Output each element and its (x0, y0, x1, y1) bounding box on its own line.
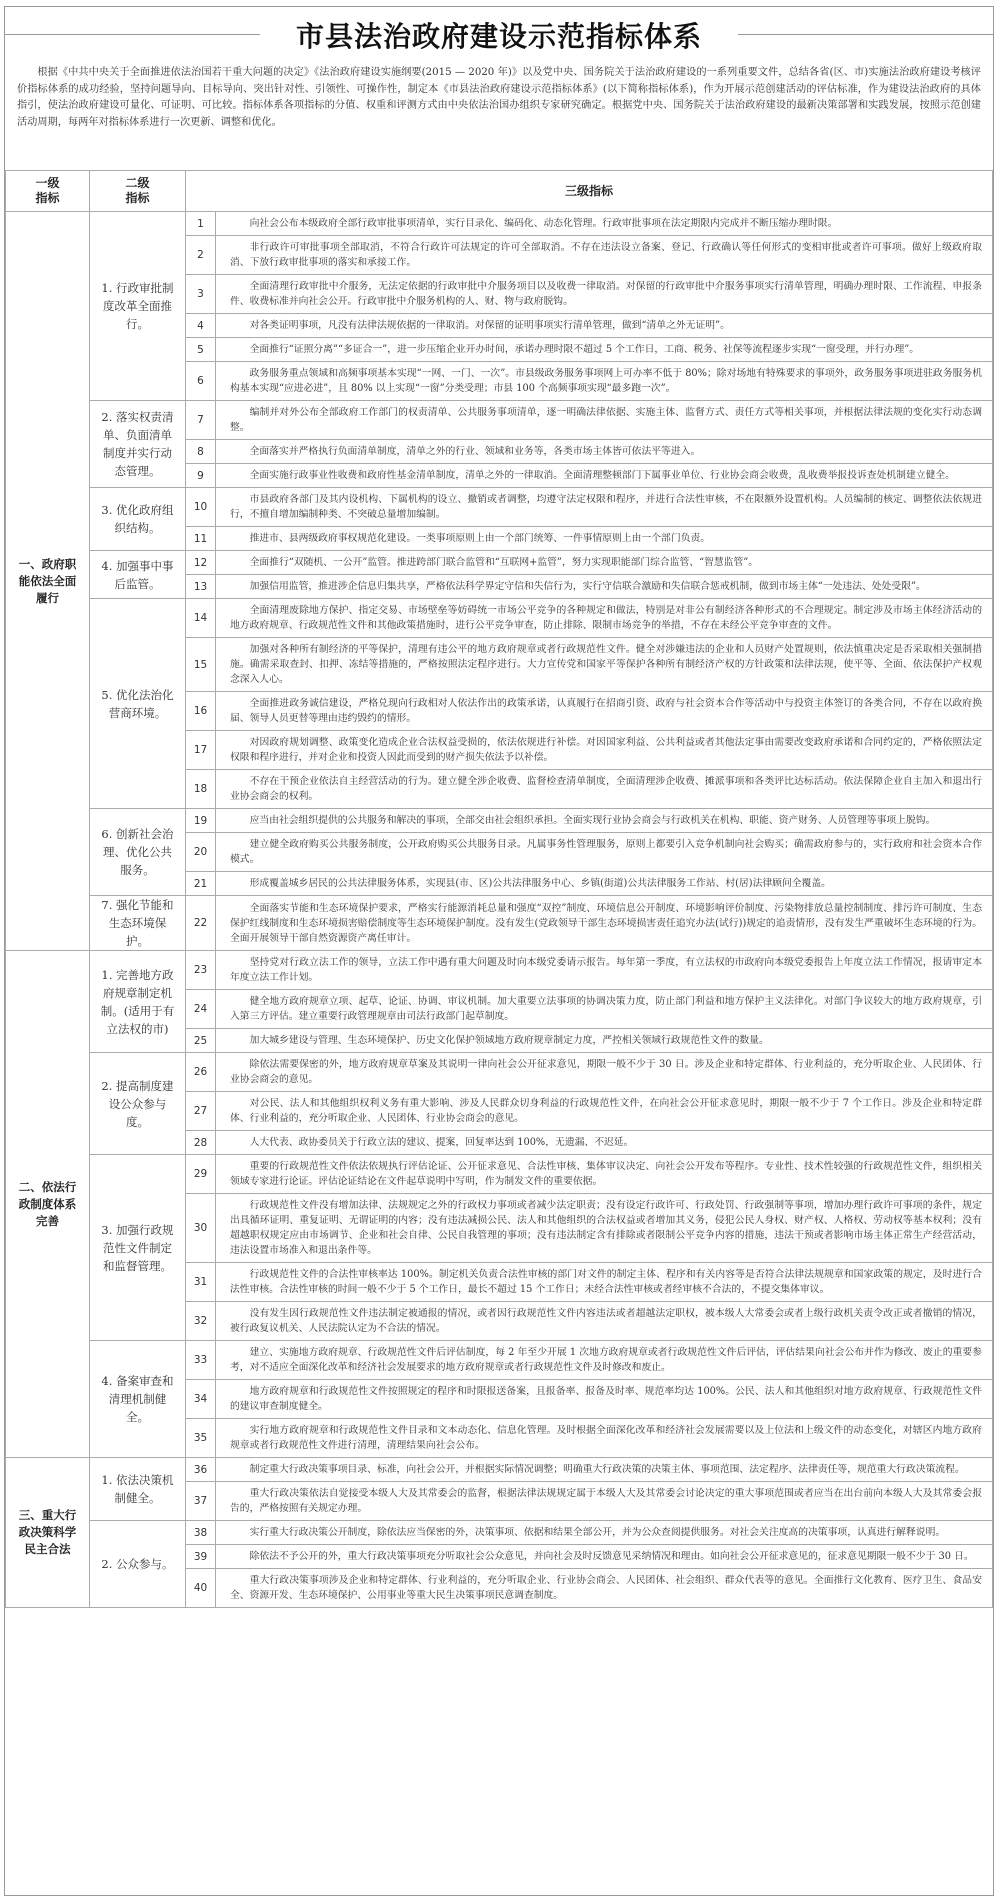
item-number: 21 (186, 872, 216, 896)
item-number: 1 (186, 212, 216, 236)
indicator-table-wrap (5, 170, 993, 1896)
level3-indicator-text: 对公民、法人和其他组织权利义务有重大影响、涉及人民群众切身利益的行政规范性文件，在向社会公开征求意见时，期限一般不少于 7 个工作日。涉及企业和特定群体、行业利益的，充分听取企业、人民团体、行业协会商会的意见。 (216, 1092, 993, 1131)
item-number: 23 (186, 951, 216, 990)
item-number: 29 (186, 1155, 216, 1194)
table-row (6, 809, 993, 833)
level3-indicator-text: 坚持党对行政立法工作的领导，立法工作中遇有重大问题及时向本级党委请示报告。每年第一季度，有立法权的市政府向本级党委报告上年度立法工作情况，报请审定本年度立法工作计划。 (216, 951, 993, 990)
table-row (6, 212, 993, 236)
level3-indicator-text: 建立、实施地方政府规章、行政规范性文件后评估制度，每 2 年至少开展 1 次地方政府规章或者行政规范性文件后评估，评估结果向社会公布并作为修改、废止的重要参考，对不适应全面深化改革和经济社会发展要求的地方政府规章或者行政规范性文件及时修改和废止。 (216, 1341, 993, 1380)
header-level1: 一级 指标 (6, 171, 90, 212)
level2-indicator: 4. 备案审查和清理机制健全。 (90, 1341, 186, 1458)
level3-indicator-text: 形成覆盖城乡居民的公共法律服务体系，实现县(市、区)公共法律服务中心、乡镇(街道)公共法律服务工作站、村(居)法律顾问全覆盖。 (216, 872, 993, 896)
level2-indicator: 2. 公众参与。 (90, 1521, 186, 1608)
level3-indicator-text: 地方政府规章和行政规范性文件按照规定的程序和时限报送备案，且报备率、报备及时率、规范率均达 100%。公民、法人和其他组织对地方政府规章、行政规范性文件的建议审查制度健全。 (216, 1380, 993, 1419)
level2-indicator: 4. 加强事中事后监管。 (90, 551, 186, 599)
level3-indicator-text: 对各类证明事项，凡没有法律法规依据的一律取消。对保留的证明事项实行清单管理，做到“清单之外无证明”。 (216, 314, 993, 338)
item-number: 34 (186, 1380, 216, 1419)
item-number: 39 (186, 1545, 216, 1569)
item-number: 13 (186, 575, 216, 599)
level3-indicator-text: 制定重大行政决策事项目录、标准，向社会公开，并根据实际情况调整；明确重大行政决策的决策主体、事项范围、法定程序、法律责任等，规范重大行政决策流程。 (216, 1458, 993, 1482)
item-number: 35 (186, 1419, 216, 1458)
level2-indicator: 1. 依法决策机制健全。 (90, 1458, 186, 1521)
item-number: 5 (186, 338, 216, 362)
level3-indicator-text: 市县政府各部门及其内设机构、下属机构的设立、撤销或者调整，均遵守法定权限和程序，并进行合法性审核，不在限额外设置机构。人员编制的核定、调整依法依规进行，不擅自增加编制种类、不突破总量增加编制。 (216, 488, 993, 527)
table-row (6, 488, 993, 527)
item-number: 18 (186, 770, 216, 809)
level3-indicator-text: 全面清理行政审批中介服务，无法定依据的行政审批中介服务项目以及收费一律取消。对保留的行政审批中介服务事项实行清单管理，明确办理时限、工作流程、申报条件、收费标准并向社会公开。行政审批中介服务机构的人、财、物与政府脱钩。 (216, 275, 993, 314)
level3-indicator-text: 行政规范性文件的合法性审核率达 100%。制定机关负责合法性审核的部门对文件的制定主体、程序和有关内容等是否符合法律法规规章和国家政策的规定，及时进行合法性审核。合法性审核的时间一般不少于 5 个工作日，最长不超过 15 个工作日；未经合法性审核或者经审核不合法的，不提交集体审议。 (216, 1263, 993, 1302)
level3-indicator-text: 推进市、县两级政府事权规范化建设。一类事项原则上由一个部门统筹、一件事情原则上由一个部门负责。 (216, 527, 993, 551)
table-row (6, 1458, 993, 1482)
title-bar (5, 7, 993, 61)
level3-indicator-text: 除依法需要保密的外，地方政府规章草案及其说明一律向社会公开征求意见，期限一般不少于 30 日。涉及企业和特定群体、行业利益的，充分听取企业、人民团体、行业协会商会的意见。 (216, 1053, 993, 1092)
level2-indicator: 3. 优化政府组织结构。 (90, 488, 186, 551)
item-number: 22 (186, 896, 216, 951)
table-row (6, 1155, 993, 1194)
level3-indicator-text: 没有发生因行政规范性文件违法制定被通报的情况，或者因行政规范性文件内容违法或者超越法定职权，被本级人大常委会或者上级行政机关责令改正或者撤销的情况，被行政复议机关、人民法院认定为不合法的情况。 (216, 1302, 993, 1341)
table-header-row (6, 171, 993, 212)
level3-indicator-text: 人大代表、政协委员关于行政立法的建议、提案，回复率达到 100%，无遗漏、不迟延。 (216, 1131, 993, 1155)
item-number: 14 (186, 599, 216, 638)
level3-indicator-text: 全面推行“双随机、一公开”监管。推进跨部门联合监管和“互联网+监管”，努力实现职能部门综合监管、“智慧监管”。 (216, 551, 993, 575)
item-number: 16 (186, 692, 216, 731)
level3-indicator-text: 重大行政决策依法自觉接受本级人大及其常委会的监督，根据法律法规规定属于本级人大及其常委会讨论决定的重大事项范围或者应当在出台前向本级人大及其常委会报告的，严格按照有关规定办理。 (216, 1482, 993, 1521)
level3-indicator-text: 健全地方政府规章立项、起草、论证、协调、审议机制。加大重要立法事项的协调决策力度，防止部门利益和地方保护主义法律化。对部门争议较大的地方政府规章，引入第三方评估。建立重要行政管理规章由司法行政部门起草制度。 (216, 990, 993, 1029)
level3-indicator-text: 建立健全政府购买公共服务制度，公开政府购买公共服务目录。凡属事务性管理服务，原则上都要引入竞争机制向社会购买；确需政府参与的，实行政府和社会资本合作模式。 (216, 833, 993, 872)
table-row (6, 551, 993, 575)
level1-indicator: 三、重大行政决策科学民主合法 (6, 1458, 90, 1608)
item-number: 7 (186, 401, 216, 440)
item-number: 26 (186, 1053, 216, 1092)
item-number: 33 (186, 1341, 216, 1380)
level3-indicator-text: 实行地方政府规章和行政规范性文件目录和文本动态化、信息化管理。及时根据全面深化改革和经济社会发展需要以及上位法和上级文件的动态变化，对辖区内地方政府规章或者行政规范性文件进行清理，清理结果向社会公布。 (216, 1419, 993, 1458)
level3-indicator-text: 不存在干预企业依法自主经营活动的行为。建立健全涉企收费、监督检查清单制度，全面清理涉企收费、摊派事项和各类评比达标活动。依法保障企业自主加入和退出行业协会商会的权利。 (216, 770, 993, 809)
header-level2: 二级 指标 (90, 171, 186, 212)
item-number: 40 (186, 1569, 216, 1608)
page-title: 市县法治政府建设示范指标体系 (295, 20, 702, 53)
level2-indicator: 1. 行政审批制度改革全面推行。 (90, 212, 186, 401)
table-row (6, 599, 993, 638)
item-number: 32 (186, 1302, 216, 1341)
item-number: 6 (186, 362, 216, 401)
level3-indicator-text: 全面落实并严格执行负面清单制度，清单之外的行业、领域和业务等，各类市场主体皆可依法平等进入。 (216, 440, 993, 464)
item-number: 38 (186, 1521, 216, 1545)
header-level3: 三级指标 (186, 171, 993, 212)
item-number: 27 (186, 1092, 216, 1131)
item-number: 28 (186, 1131, 216, 1155)
level3-indicator-text: 重大行政决策事项涉及企业和特定群体、行业利益的，充分听取企业、行业协会商会、人民团体、社会组织、群众代表等的意见。全面推行文化教育、医疗卫生、食品安全、资源开发、生态环境保护、公用事业等重大民生决策事项民意调查制度。 (216, 1569, 993, 1608)
item-number: 24 (186, 990, 216, 1029)
level1-indicator: 二、依法行政制度体系完善 (6, 951, 90, 1458)
item-number: 25 (186, 1029, 216, 1053)
table-body (6, 212, 993, 1608)
document-page (4, 6, 994, 1896)
item-number: 19 (186, 809, 216, 833)
level3-indicator-text: 编制并对外公布全部政府工作部门的权责清单、公共服务事项清单，逐一明确法律依据、实施主体、监督方式、责任方式等相关事项，并根据法律法规的变化实行动态调整。 (216, 401, 993, 440)
table-row (6, 951, 993, 990)
level3-indicator-text: 实行重大行政决策公开制度，除依法应当保密的外，决策事项、依据和结果全部公开，并为公众查阅提供服务。对社会关注度高的决策事项，认真进行解释说明。 (216, 1521, 993, 1545)
item-number: 31 (186, 1263, 216, 1302)
level2-indicator: 1. 完善地方政府规章制定机制。(适用于有立法权的市) (90, 951, 186, 1053)
intro-paragraph: 根据《中共中央关于全面推进依法治国若干重大问题的决定》《法治政府建设实施纲要(2015 — 2020 年)》以及党中央、国务院关于法治政府建设的一系列重要文件，总结各省(区、市)实施法治政府建设考核评价指标体系的成功经验，坚持问题导向、目标导向、突出针对性、引领性、可操作性，制定本《市县法治政府建设示范指标体系》(以下简称指标体系)，作为开展示范创建活动的评估标准，作为建设法治政府的具体指引，使法治政府建设可量化、可证明、可比较。指标体系各项指标的分值、权重和评测方式由中央依法治国办组织专家研究确定。根据党中央、国务院关于法治政府建设的最新决策部署和实践发展，按照示范创建活动周期，每两年对指标体系进行一次更新、调整和优化。 (17, 67, 981, 128)
level3-indicator-text: 除依法不予公开的外，重大行政决策事项充分听取社会公众意见，并向社会及时反馈意见采纳情况和理由。如向社会公开征求意见的，征求意见期限一般不少于 30 日。 (216, 1545, 993, 1569)
item-number: 37 (186, 1482, 216, 1521)
item-number: 4 (186, 314, 216, 338)
level3-indicator-text: 全面推行“证照分离”“多证合一”，进一步压缩企业开办时间，承诺办理时限不超过 5 个工作日，工商、税务、社保等流程逐步实现“一窗受理，并行办理”。 (216, 338, 993, 362)
item-number: 2 (186, 236, 216, 275)
item-number: 17 (186, 731, 216, 770)
table-row (6, 401, 993, 440)
level3-indicator-text: 对因政府规划调整、政策变化造成企业合法权益受损的，依法依规进行补偿。对因国家利益、公共利益或者其他法定事由需要改变政府承诺和合同约定的，严格依照法定权限和程序进行，并对企业和投资人因此而受到的财产损失依法予以补偿。 (216, 731, 993, 770)
indicator-table (5, 170, 993, 1608)
level3-indicator-text: 行政规范性文件没有增加法律、法规规定之外的行政权力事项或者减少法定职责；没有设定行政许可、行政处罚、行政强制等事项，增加办理行政许可事项的条件，规定出具循环证明、重复证明、无谓证明的内容；没有违法减损公民、法人和其他组织的合法权益或者增加其义务，侵犯公民人身权、财产权、人格权、劳动权等基本权利；没有超越职权规定应由市场调节、企业和社会自律、公民自我管理的事项；没有违法制定含有排除或者限制公平竞争内容的措施，违法干预或者影响市场主体正常生产经营活动，违法设置市场准入和退出条件等。 (216, 1194, 993, 1263)
level2-indicator: 2. 提高制度建设公众参与度。 (90, 1053, 186, 1155)
level2-indicator: 7. 强化节能和生态环境保护。 (90, 896, 186, 951)
level3-indicator-text: 全面实施行政事业性收费和政府性基金清单制度，清单之外的一律取消。全面清理整顿部门下属事业单位、行业协会商会收费，乱收费举报投诉查处机制建立健全。 (216, 464, 993, 488)
item-number: 36 (186, 1458, 216, 1482)
level3-indicator-text: 应当由社会组织提供的公共服务和解决的事项，全部交由社会组织承担。全面实现行业协会商会与行政机关在机构、职能、资产财务、人员管理等事项上脱钩。 (216, 809, 993, 833)
level3-indicator-text: 加大城乡建设与管理、生态环境保护、历史文化保护领域地方政府规章制定力度，严控相关领域行政规范性文件的数量。 (216, 1029, 993, 1053)
level2-indicator: 3. 加强行政规范性文件制定和监督管理。 (90, 1155, 186, 1341)
item-number: 12 (186, 551, 216, 575)
title-rule-right (738, 34, 993, 35)
table-row (6, 1341, 993, 1380)
level2-indicator: 6. 创新社会治理、优化公共服务。 (90, 809, 186, 896)
level3-indicator-text: 全面落实节能和生态环境保护要求，严格实行能源消耗总量和强度“双控”制度、环境信息公开制度、环境影响评价制度、污染物排放总量控制制度、排污许可制度、生态保护红线制度和生态环境损害赔偿制度等生态环境保护制度。没有发生(党政领导干部生态环境损害责任追究办法(试行))规定的追责情形，没有发生严重破坏生态环境的行为。全面开展领导干部自然资源资产离任审计。 (216, 896, 993, 951)
level3-indicator-text: 政务服务重点领域和高频事项基本实现“一网、一门、一次”。市县级政务服务事项网上可办率不低于 80%；除对场地有特殊要求的事项外，政务服务事项进驻政务服务机构基本实现“应进必进”，且 80% 以上实现“一窗”分类受理；市县 100 个高频事项实现“最多跑一次”。 (216, 362, 993, 401)
item-number: 30 (186, 1194, 216, 1263)
level3-indicator-text: 向社会公布本级政府全部行政审批事项清单，实行目录化、编码化、动态化管理。行政审批事项在法定期限内完成并不断压缩办理时限。 (216, 212, 993, 236)
table-row (6, 896, 993, 951)
level3-indicator-text: 全面推进政务诚信建设，严格兑现向行政相对人依法作出的政策承诺，认真履行在招商引资、政府与社会资本合作等活动中与投资主体签订的各类合同，不存在以政府换届、领导人员更替等理由违约毁约的情形。 (216, 692, 993, 731)
table-row (6, 1521, 993, 1545)
level2-indicator: 2. 落实权责清单、负面清单制度并实行动态管理。 (90, 401, 186, 488)
level1-indicator: 一、政府职能依法全面履行 (6, 212, 90, 951)
table-row (6, 1053, 993, 1092)
level3-indicator-text: 重要的行政规范性文件依法依规执行评估论证、公开征求意见、合法性审核、集体审议决定、向社会公开发布等程序。专业性、技术性较强的行政规范性文件，组织相关领域专家进行论证。评估论证结论在文件起草说明中写明，作为制发文件的重要依据。 (216, 1155, 993, 1194)
level2-indicator: 5. 优化法治化营商环境。 (90, 599, 186, 809)
level3-indicator-text: 加强信用监管，推进涉企信息归集共享，严格依法科学界定守信和失信行为，实行守信联合激励和失信联合惩戒机制，做到市场主体“一处违法、处处受限”。 (216, 575, 993, 599)
item-number: 20 (186, 833, 216, 872)
item-number: 15 (186, 638, 216, 692)
item-number: 8 (186, 440, 216, 464)
item-number: 11 (186, 527, 216, 551)
level3-indicator-text: 全面清理废除地方保护、指定交易、市场壁垒等妨碍统一市场公平竞争的各种规定和做法，特别是对非公有制经济各种形式的不合理规定。制定涉及市场主体经济活动的地方政府规章、行政规范性文件和其他政策措施时，进行公平竞争审查，防止排除、限制市场竞争的举措，不存在未经公平竞争审查的文件。 (216, 599, 993, 638)
item-number: 9 (186, 464, 216, 488)
item-number: 10 (186, 488, 216, 527)
level3-indicator-text: 加强对各种所有制经济的平等保护，清理有违公平的地方政府规章或者行政规范性文件。健全对涉嫌违法的企业和人员财产处置规则，依法慎重决定是否采取相关强制措施。确需采取查封、扣押、冻结等措施的，严格按照法定程序进行。大力宣传党和国家平等保护各种所有制经济产权的方针政策和法律法规，使平等、全面、依法保护产权观念深入人心。 (216, 638, 993, 692)
level3-indicator-text: 非行政许可审批事项全部取消，不符合行政许可法规定的许可全部取消。不存在违法设立备案、登记、行政确认等任何形式的变相审批或者许可事项。做好上级政府取消、下放行政审批事项的落实和承接工作。 (216, 236, 993, 275)
item-number: 3 (186, 275, 216, 314)
